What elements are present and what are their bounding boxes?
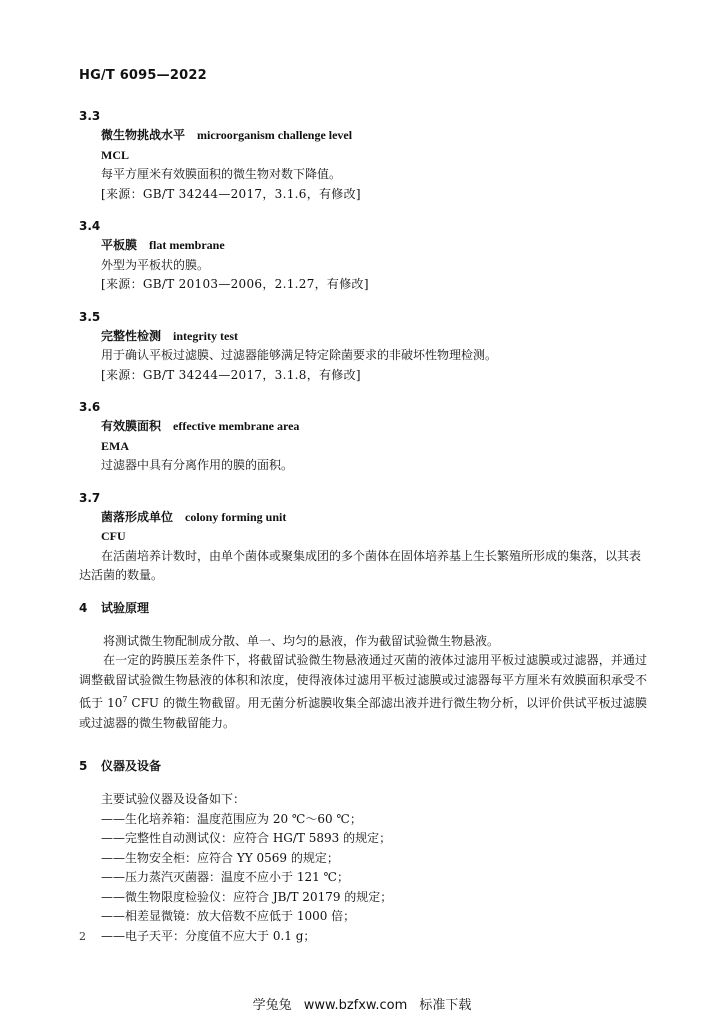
paragraph-text: 在一定的跨膜压差条件下，将截留试验微生物悬液通过灭菌的液体过滤用平板过滤膜或过滤器，并通过调整截留试验微生物悬液的体积和浓度，使得液体过滤用平板过滤膜或过滤器每平方厘米有效膜面积承受不低于 10 <box>79 653 647 710</box>
term-number: 3.7 <box>79 490 101 505</box>
term-source: [来源：GB/T 20103—2006，2.1.27，有修改] <box>101 277 369 291</box>
term-title <box>101 327 647 347</box>
term-source: [来源：GB/T 34244—2017，3.1.6，有修改] <box>101 186 361 201</box>
term-entry <box>79 398 647 476</box>
list-intro: 主要试验仪器及设备如下： <box>101 792 246 806</box>
term-number: 3.4 <box>79 219 101 233</box>
section-number: 4 <box>79 600 88 615</box>
section-title: 试验原理 <box>101 600 150 615</box>
term-chinese: 有效膜面积 <box>101 419 162 433</box>
term-title <box>101 508 647 528</box>
equipment-list <box>79 790 647 946</box>
document-code: HG/T 6095—2022 <box>79 68 207 83</box>
paragraph-text: CFU 的微生物截留。用无菌分析滤膜收集全部滤出液并进行微生物分析，以评价供试平板过滤膜或过滤器的微生物截留能力。 <box>79 696 647 730</box>
document-body <box>79 107 647 946</box>
list-item: ——压力蒸汽灭菌器：温度不应小于 121 ℃； <box>101 870 349 884</box>
paragraph: 将测试微生物配制成分散、单一、均匀的悬液，作为截留试验微生物悬液。 <box>103 633 500 648</box>
term-english: effective membrane area <box>173 419 300 433</box>
term-english: flat membrane <box>149 238 225 252</box>
term-entry <box>79 308 647 386</box>
term-entry <box>79 217 647 295</box>
term-title <box>101 236 647 256</box>
list-item: ——生物安全柜：应符合 YY 0569 的规定； <box>101 850 339 865</box>
list-item: ——完整性自动测试仪：应符合 HG/T 5893 的规定； <box>101 831 392 845</box>
list-item: ——电子天平：分度值不应大于 0.1 g； <box>101 928 316 943</box>
exponent: 7 <box>122 695 128 704</box>
site-footer <box>0 994 724 1013</box>
section-title: 仪器及设备 <box>101 759 162 773</box>
list-item: ——相差显微镜：放大倍数不应低于 1000 倍； <box>101 909 356 923</box>
term-entry <box>79 489 647 586</box>
term-chinese: 微生物挑战水平 <box>101 128 186 142</box>
term-chinese: 菌落形成单位 <box>101 509 174 524</box>
section-heading <box>79 599 647 616</box>
paragraph <box>79 651 647 733</box>
term-abbreviation: MCL <box>101 147 129 162</box>
term-abbreviation: CFU <box>101 529 126 543</box>
section-number: 5 <box>79 759 88 773</box>
term-number: 3.5 <box>79 309 101 324</box>
term-chinese: 完整性检测 <box>101 328 162 343</box>
footer-tagline: 标准下载 <box>419 998 472 1013</box>
term-title <box>101 417 647 437</box>
term-number: 3.3 <box>79 109 101 123</box>
footer-url[interactable]: www.bzfxw.com <box>303 998 408 1013</box>
term-english: integrity test <box>173 328 238 343</box>
term-english: microorganism challenge level <box>197 128 353 142</box>
term-english: colony forming unit <box>185 509 287 524</box>
list-item: ——生化培养箱：温度范围应为 20 ℃～60 ℃； <box>101 811 362 826</box>
term-definition: 过滤器中具有分离作用的膜的面积。 <box>101 458 294 472</box>
term-definition: 每平方厘米有效膜面积的微生物对数下降值。 <box>101 167 342 181</box>
term-chinese: 平板膜 <box>101 238 138 252</box>
list-item: ——微生物限度检验仪：应符合 JB/T 20179 的规定； <box>101 889 393 904</box>
term-title <box>101 126 647 146</box>
footer-site-name: 学兔兔 <box>252 998 292 1013</box>
term-source: [来源：GB/T 34244—2017，3.1.8，有修改] <box>101 367 361 382</box>
term-number: 3.6 <box>79 400 101 414</box>
term-definition: 用于确认平板过滤膜、过滤器能够满足特定除菌要求的非破坏性物理检测。 <box>101 348 498 362</box>
term-abbreviation: EMA <box>101 438 129 453</box>
term-entry <box>79 107 647 204</box>
section-heading <box>79 757 647 774</box>
term-definition: 外型为平板状的膜。 <box>101 257 210 272</box>
page-number: 2 <box>79 930 86 943</box>
term-definition: 在活菌培养计数时，由单个菌体或聚集成团的多个菌体在固体培养基上生长繁殖所形成的集落，以其表达活菌的数量。 <box>79 548 642 582</box>
